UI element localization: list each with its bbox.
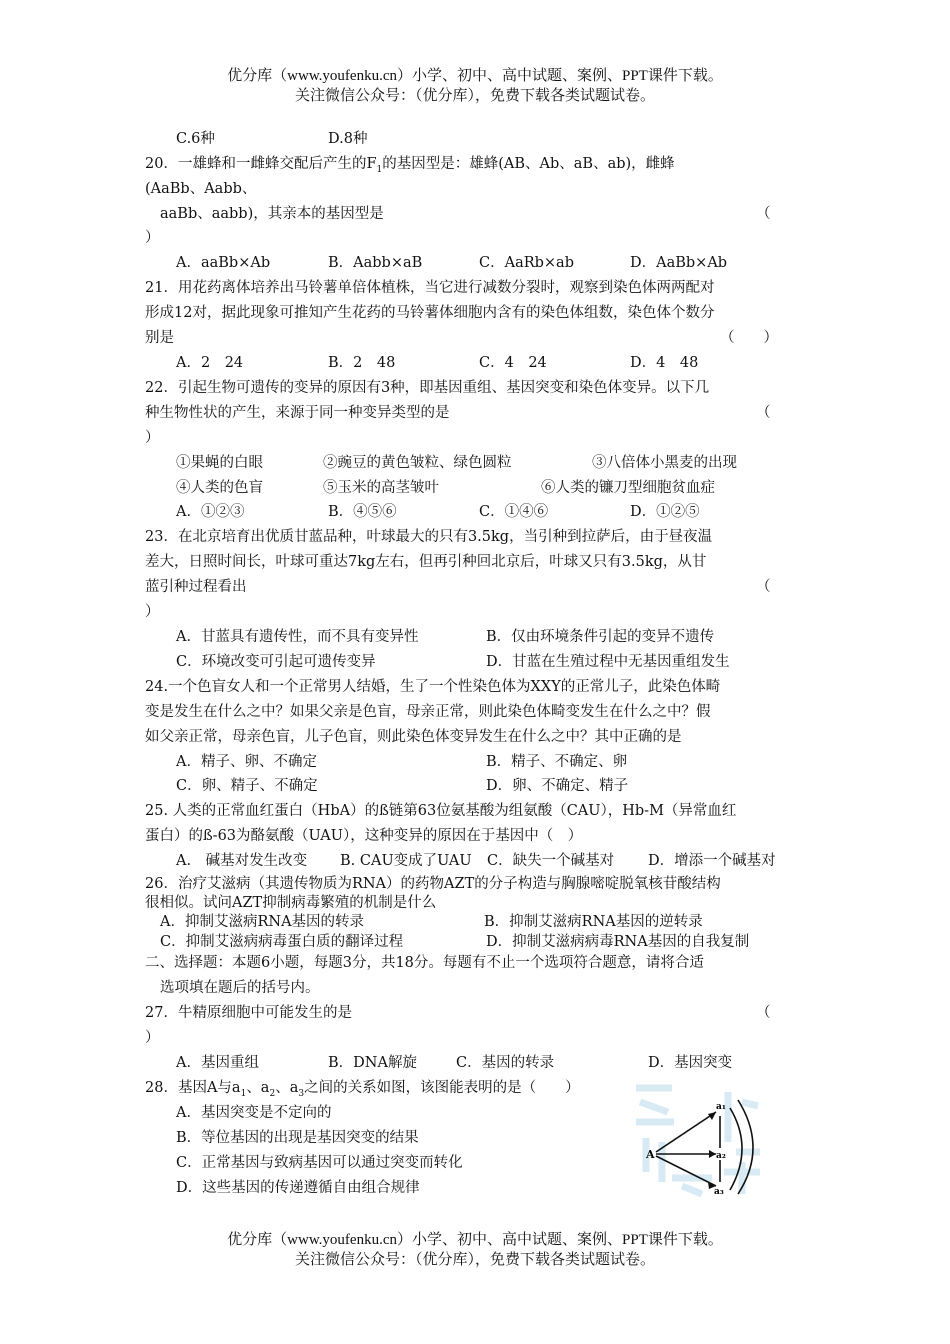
q25-option-d: D．增添一个碱基对: [648, 853, 776, 869]
q26-option-d: D．抑制艾滋病病毒RNA基因的自我复制: [486, 934, 750, 950]
q22-stem-line-2: 种生物性状的产生，来源于同一种变异类型的是: [145, 405, 450, 421]
q22-item-2: ②豌豆的黄色皱粒、绿色圆粒: [323, 455, 512, 471]
q23-stem-line-1: 23．在北京培育出优质甘蓝品种，叶球最大的只有3.5kg，当引种到拉萨后，由于昼夜温: [145, 529, 713, 545]
q22-item-3: ③八倍体小黑麦的出现: [592, 455, 737, 471]
q19-option-d: D.8种: [328, 131, 368, 147]
q22-item-1: ①果蝇的白眼: [176, 455, 263, 471]
q24-option-d: D．卵、不确定、精子: [486, 778, 629, 794]
mutation-arrows: [656, 1100, 753, 1194]
q21-option-c: C．4 24: [479, 355, 547, 371]
fig-label-a1: a₁: [716, 1102, 726, 1112]
q26-stem-line-2: 很相似。试问AZT抑制病毒繁殖的机制是什么: [145, 895, 437, 911]
q24-stem-line-1: 24.一个色盲女人和一个正常男人结婚，生了一个性染色体为XXY的正常儿子，此染色体畸: [145, 679, 721, 695]
q28-option-b: B．等位基因的出现是基因突变的结果: [176, 1130, 419, 1146]
q22-option-a: A．①②③: [176, 504, 245, 520]
q23-option-a: A．甘蓝具有遗传性，而不具有变异性: [176, 629, 419, 645]
footer-line-1: 优分库（www.youfenku.cn）小学、初中、高中试题、案例、PPT课件下载。: [227, 1232, 723, 1248]
q28-option-a: A．基因突变是不定向的: [176, 1105, 332, 1121]
q20-option-c: C．AaRb×ab: [479, 255, 574, 271]
gene-mutation-diagram-svg: [632, 1082, 764, 1198]
q20-paren-close: ）: [145, 230, 160, 246]
q26-option-a: A．抑制艾滋病RNA基因的转录: [160, 914, 365, 930]
q22-option-b: B．④⑤⑥: [328, 504, 397, 520]
q27-option-b: B．DNA解旋: [328, 1055, 417, 1071]
q24-option-c: C．卵、精子、不确定: [176, 778, 318, 794]
q21-stem-line-3: 别是: [145, 330, 174, 346]
q21-stem-line-2: 形成12对，据此现象可推知产生花药的马铃薯体细胞内含有的染色体组数，染色体个数分: [145, 305, 715, 321]
footer-line-2: 关注微信公众号：（优分库），免费下载各类试题试卷。: [294, 1252, 655, 1268]
q26-option-b: B．抑制艾滋病RNA基因的逆转录: [484, 914, 703, 930]
fig-label-a: A: [646, 1148, 655, 1161]
gene-mutation-diagram: [632, 1082, 764, 1198]
q20-option-b: B．Aabb×aB: [328, 255, 423, 271]
q20-stem-line-1: 20．一雄蜂和一雌蜂交配后产生的$F_1$的基因型是：雄蜂(AB、Ab、aB、ab)，雌蜂: [145, 156, 675, 175]
q23-paren-open: （: [756, 579, 771, 595]
q27-paren-open: （: [756, 1005, 771, 1021]
q21-option-d: D．4 48: [630, 355, 699, 371]
q24-stem-line-2: 变是发生在什么之中？如果父亲是色盲，母亲正常，则此染色体畸变发生在什么之中？假: [145, 704, 711, 720]
q23-option-d: D．甘蓝在生殖过程中无基因重组发生: [486, 654, 730, 670]
q21-option-b: B．2 48: [328, 355, 396, 371]
q24-option-a: A．精子、卵、不确定: [176, 754, 317, 770]
fig-label-a2: a₂: [716, 1151, 726, 1161]
q23-stem-line-3: 蓝引种过程看出: [145, 579, 247, 595]
q23-stem-line-2: 差大，日照时间长，叶球可重达7kg左右，但再引种回北京后，叶球又只有3.5kg，从甘: [145, 554, 707, 570]
q24-option-b: B．精子、不确定、卵: [486, 754, 628, 770]
q22-item-4: ④人类的色盲: [176, 480, 263, 496]
q27-stem: 27．牛精原细胞中可能发生的是: [145, 1005, 352, 1021]
q26-option-c: C．抑制艾滋病病毒蛋白质的翻译过程: [160, 934, 404, 950]
q25-option-a: A. 碱基对发生改变: [176, 853, 308, 869]
q22-option-d: D．①②⑤: [630, 504, 700, 520]
q27-paren-close: ）: [145, 1030, 160, 1046]
q20-stem-line-2: (AaBb、Aabb、: [145, 181, 257, 197]
header-line-2: 关注微信公众号：（优分库），免费下载各类试题试卷。: [294, 88, 655, 104]
q20-option-a: A．aaBb×Ab: [176, 255, 271, 271]
q25-stem-line-1: 25. 人类的正常血红蛋白（HbA）的ß链第63位氨基酸为组氨酸（CAU），Hb-M（异常血红: [145, 803, 737, 819]
q21-stem-line-1: 21．用花药离体培养出马铃薯单倍体植株，当它进行减数分裂时，观察到染色体两两配对: [145, 280, 715, 296]
section-2-heading-line-2: 选项填在题后的括号内。: [160, 980, 320, 996]
q25-option-b: B. CAU变成了UAU: [340, 853, 472, 869]
q28-option-c: C．正常基因与致病基因可以通过突变而转化: [176, 1155, 463, 1171]
q23-option-b: B．仅由环境条件引起的变异不遗传: [486, 629, 715, 645]
q26-stem-line-1: 26．治疗艾滋病（其遗传物质为RNA）的药物AZT的分子构造与胸腺嘧啶脱氧核苷酸结构: [145, 876, 721, 892]
header-line-1: 优分库（www.youfenku.cn）小学、初中、高中试题、案例、PPT课件下载。: [227, 68, 723, 84]
q27-option-d: D．基因突变: [648, 1055, 733, 1071]
q22-option-c: C．①④⑥: [479, 504, 549, 520]
q23-paren-close: ）: [145, 604, 160, 620]
q20-paren-open: （: [756, 206, 771, 222]
q19-option-c: C.6种: [176, 131, 215, 147]
q27-option-a: A．基因重组: [176, 1055, 259, 1071]
q20-stem-line-3: aaBb、aabb)，其亲本的基因型是: [160, 206, 384, 222]
q27-option-c: C．基因的转录: [456, 1055, 555, 1071]
q21-answer-paren: （ ）: [720, 330, 778, 346]
q25-stem-line-2: 蛋白）的ß-63为酪氨酸（UAU），这种变异的原因在于基因中（ ）: [145, 828, 583, 844]
q28-option-d: D．这些基因的传递遵循自由组合规律: [176, 1180, 420, 1196]
q22-paren-close: ）: [145, 430, 160, 446]
q22-paren-open: （: [756, 405, 771, 421]
section-2-heading-line-1: 二、选择题：本题6小题，每题3分，共18分。每题有不止一个选项符合题意，请将合适: [145, 955, 704, 971]
q28-stem: 28．基因A与$a_1$、$a_2$、$a_3$之间的关系如图，该图能表明的是（ ）: [145, 1080, 580, 1099]
q25-option-c: C．缺失一个碱基对: [487, 853, 615, 869]
q23-option-c: C．环境改变可引起可遗传变异: [176, 654, 376, 670]
q22-item-5: ⑤玉米的高茎皱叶: [323, 480, 439, 496]
fig-label-a3: a₃: [714, 1187, 724, 1197]
q21-option-a: A．2 24: [176, 355, 244, 371]
q22-stem-line-1: 22．引起生物可遗传的变异的原因有3种，即基因重组、基因突变和染色体变异。以下几: [145, 380, 710, 396]
q20-option-d: D．AaBb×Ab: [630, 255, 728, 271]
q24-stem-line-3: 如父亲正常，母亲色盲，儿子色盲，则此染色体变异发生在什么之中？其中正确的是: [145, 729, 682, 745]
q22-item-6: ⑥人类的镰刀型细胞贫血症: [541, 480, 715, 496]
